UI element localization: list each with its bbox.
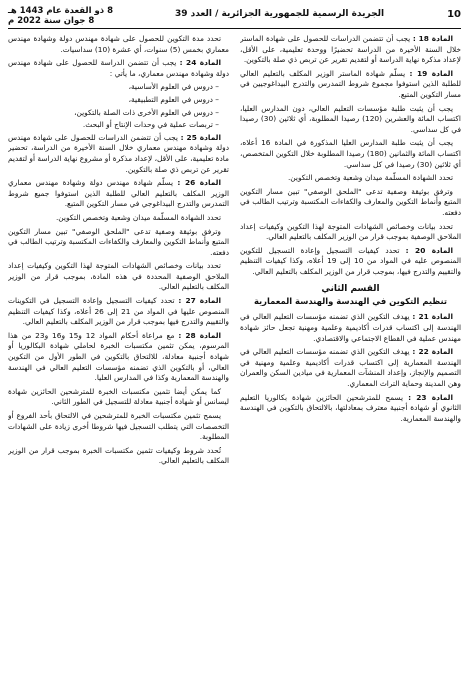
paragraph (240, 222, 461, 243)
paragraph-text: يسلّم شهادة مهندس دولة وشهادة مهندس معماري الوزير المكلف بالتعليم العالي للطلبة الذين استوفوا جميع شروط التمدرس والتدرج البيداغوجي في مسار التكوين المتبع. (8, 178, 229, 209)
left-column (8, 34, 229, 694)
paragraph-text: يسمح تثمين مكتسبات الخبرة للمترشحين في الالتحاق بأحد الفروع أو التخصصات التي يتطلب التسجيل فيها شروطا أخرى زيادة على الشهادات المطلوبة. (8, 411, 229, 442)
paragraph-text: يجب أن تتضمن الدراسات للحصول على شهادة الماستر خلال السنة الأخيرة من الدراسة تحضيرًا ووحدة تعليمية، على الأقل، لإعداد مذكرة نهاية الدراسة أو لتقديم تقرير عن تربص ذي صلة بالتكوين. (240, 34, 461, 65)
paragraph (240, 104, 461, 136)
article-label: المادة 18 : (412, 34, 453, 43)
paragraph (8, 331, 229, 384)
paragraph (240, 173, 461, 184)
section-heading: القسم الثاني (321, 284, 380, 295)
paragraph (240, 347, 461, 389)
list-item: – تربصات عملية في وحدات الإنتاج أو البحث. (82, 120, 219, 130)
article-label: المادة 25 : (180, 132, 221, 142)
paragraph-text: تحدد كيفيات التسجيل وإعادة التسجيل في التكوينات المنصوص عليها في المواد من 21 إلى 26 أعلاه، وكذا كيفيات التنظيم والتقييم والتدرج فيها بموجب قرار من الوزير المكلف بالتعليم العالي. (8, 296, 229, 327)
paragraph (240, 246, 461, 278)
paragraph-text: يجب أن يثبت طلبة المدارس العليا المذكورة في المادة 16 أعلاه، اكتساب المائة والثمانين (180) رصيدا المطلوبة خلال التكوين المتخصص، أي ثلاثين (30) رصيدا في كل سداسي. (240, 138, 461, 169)
page-number: 10 (447, 9, 461, 20)
article-label: المادة 20 : (405, 245, 453, 255)
list-item: – دروس في العلوم الأساسية، (128, 82, 219, 92)
article-label: المادة 28 : (178, 330, 221, 340)
paragraph-text: يسلّم شهادة الماستر الوزير المكلف بالتعليم العالي للطلبة الذين استوفوا مجموع شروط التمدرس والتدرج البيداغوجيين في مسار التكوين المتبع. (240, 68, 461, 99)
journal-title: الجريدة الرسمية للجمهورية الجزائرية / العدد 39 (174, 9, 385, 19)
issue-date-hijri: 8 ذو القعدة عام 1443 هـ (8, 6, 114, 16)
paragraph (8, 34, 229, 55)
page-header (8, 6, 461, 29)
paragraph-text: تحدد الشهادة المسلّمة ميدان وشعبة وتخصص التكوين. (287, 173, 453, 183)
paragraph (8, 261, 229, 293)
paragraph-text: يسمح للمترشحين الحائزين شهادة بكالوريا التعليم الثانوي أو شهادة أجنبية معترف بمعادلتها، بالالتحاق بالتكوين في الهندسة والهندسة المعمارية. (240, 392, 461, 423)
paragraph-text: تحدد كيفيات التسجيل وإعادة التسجيل للتكوين المنصوص عليه في المواد من 10 إلى 19 أعلاه، وكذا كيفيات التنظيم والتقييم والتدرج فيها، بموجب قرار من الوزير المكلف بالتعليم العالي. (240, 245, 461, 276)
paragraph-text: تحدد بيانات وخصائص الشهادات المتوجة لهذا التكوين وكيفيات إعداد الملاحق الوصفية المحددة في هذه المادة، بموجب قرار من الوزير المكلف بالتعليم العالي. (8, 261, 229, 292)
paragraph-text: يهدف التكوين الذي تضمنه مؤسسات التعليم العالي في الهندسة إلى اكتساب قدرات أكاديمية وعلمية ومهنية تجعل حائز شهادة مهندس عملية في القطاع الاجتماعي والاقتصادي. (240, 312, 461, 343)
paragraph-text: تحدد مدة التكوين للحصول على شهادة مهندس دولة وشهادة مهندس معماري بخمس (5) سنوات، أي عشرة (10) سداسيات. (8, 34, 229, 54)
paragraph (8, 227, 229, 259)
paragraph (8, 446, 229, 467)
paragraph (240, 34, 461, 66)
paragraph (240, 312, 461, 344)
issue-date-gregorian: 8 جوان سنة 2022 م (8, 16, 95, 26)
paragraph-text: تحدد الشهادة المسلّمة ميدان وشعبة وتخصص التكوين. (55, 212, 221, 222)
right-column (240, 34, 461, 694)
paragraph (8, 213, 229, 224)
section-subtitle: تنظيم التكوين في الهندسة والهندسة المعمارية (253, 296, 448, 307)
paragraph-text: كما يمكن أيضا تثمين مكتسبات الخبرة للمترشحين الحائزين شهادة ليسانس أو شهادة أجنبية معادلة للتسجيل في الطور الثاني. (8, 386, 229, 407)
paragraph-text: وترفق بوثيقة وصفية تدعى "الملحق الوصفي" تبين مسار التكوين المتبع وأنماط التكوين والمعارف والكفاءات المكتسبة وترتيب الطالب في دفعته. (8, 226, 229, 257)
list-item: – دروس في العلوم التطبيقية، (128, 94, 219, 104)
paragraph (8, 178, 229, 210)
paragraph-text: يهدف التكوين الذي تضمنه مؤسسات التعليم العالي في الهندسة المعمارية إلى اكتساب قدرات أكاديمية وعلمية ومهنية في التصميم والإنجاز، وإعداد المنشآت المعمارية في ميادين السكن والعمران وهن المدينة وحماية التراث المعماري. (240, 347, 461, 389)
article-label: المادة 23 : (408, 392, 453, 402)
paragraph-text: تُحدد شروط وكيفيات تثمين مكتسبات الخبرة بموجب قرار من الوزير المكلف بالتعليم العالي. (8, 445, 229, 466)
paragraph (8, 58, 229, 79)
paragraph (8, 387, 229, 408)
article-label: المادة 19 : (409, 68, 453, 78)
article-label: المادة 24 : (179, 58, 221, 68)
paragraph (8, 411, 229, 443)
paragraph (8, 296, 229, 328)
paragraph (240, 393, 461, 425)
issue-date (8, 6, 113, 26)
paragraph (240, 138, 461, 170)
article-label: المادة 22 : (412, 347, 453, 357)
article-label: المادة 27 : (178, 296, 221, 306)
paragraph-text: يجب أن تتضمن الدراسة للحصول على شهادة مهندس دولة وشهادة مهندس معماري، ما يأتي : (8, 58, 229, 78)
paragraph-text: يجب أن تتضمن الدراسات للحصول على شهادة مهندس دولة وشهادة مهندس معماري خلال السنة الأخيرة من الدراسة، تحضير مادة تعليمية، على الأقل، لإعداد مذكرة أو مشروع نهاية الدراسة أو لتقديم تقرير عن تربص ذي صلة بالتكوين. (8, 132, 229, 174)
paragraph-text: تحدد بيانات وخصائص الشهادات المتوجة لهذا التكوين وكيفيات إعداد الملاحق الوصفية بموجب قرار من الوزير المكلف بالتعليم العالي. (240, 221, 461, 242)
paragraph-text: وترفق بوثيقة وصفية تدعى "الملحق الوصفي" تبين مسار التكوين المتبع وأنماط التكوين والمعارف والكفاءات المكتسبة وترتيب الطالب في دفعته. (240, 186, 461, 217)
paragraph (240, 69, 461, 101)
article-label: المادة 21 : (412, 312, 453, 322)
article-label: المادة 26 : (177, 178, 221, 188)
paragraph (8, 133, 229, 175)
paragraph-text: مع مراعاة أحكام المواد 12 و15 و16 و23 من هذا المرسوم، يمكن تثمين مكتسبات الخبرة لحاملي شهادة البكالوريا أو شهادة أجنبية معادلة، للالتحاق بالتكوين في الطور الأول من التكوين العالي، أو بالتكوين الذي تضمنه مؤسسات التعليم العالي في الهندسة والهندسة المعمارية وكذا في المدارس العليا. (8, 330, 229, 383)
paragraph (240, 187, 461, 219)
paragraph-text: يجب أن يثبت طلبة مؤسسات التعليم العالي، دون المدارس العليا، اكتساب المائة والعشرين (120) رصيدا المطلوبة، أي ثلاثين (30) رصيدا في كل سداسي. (240, 103, 461, 134)
list-item: – دروس في العلوم الأخرى ذات الصلة بالتكوين، (74, 107, 219, 117)
